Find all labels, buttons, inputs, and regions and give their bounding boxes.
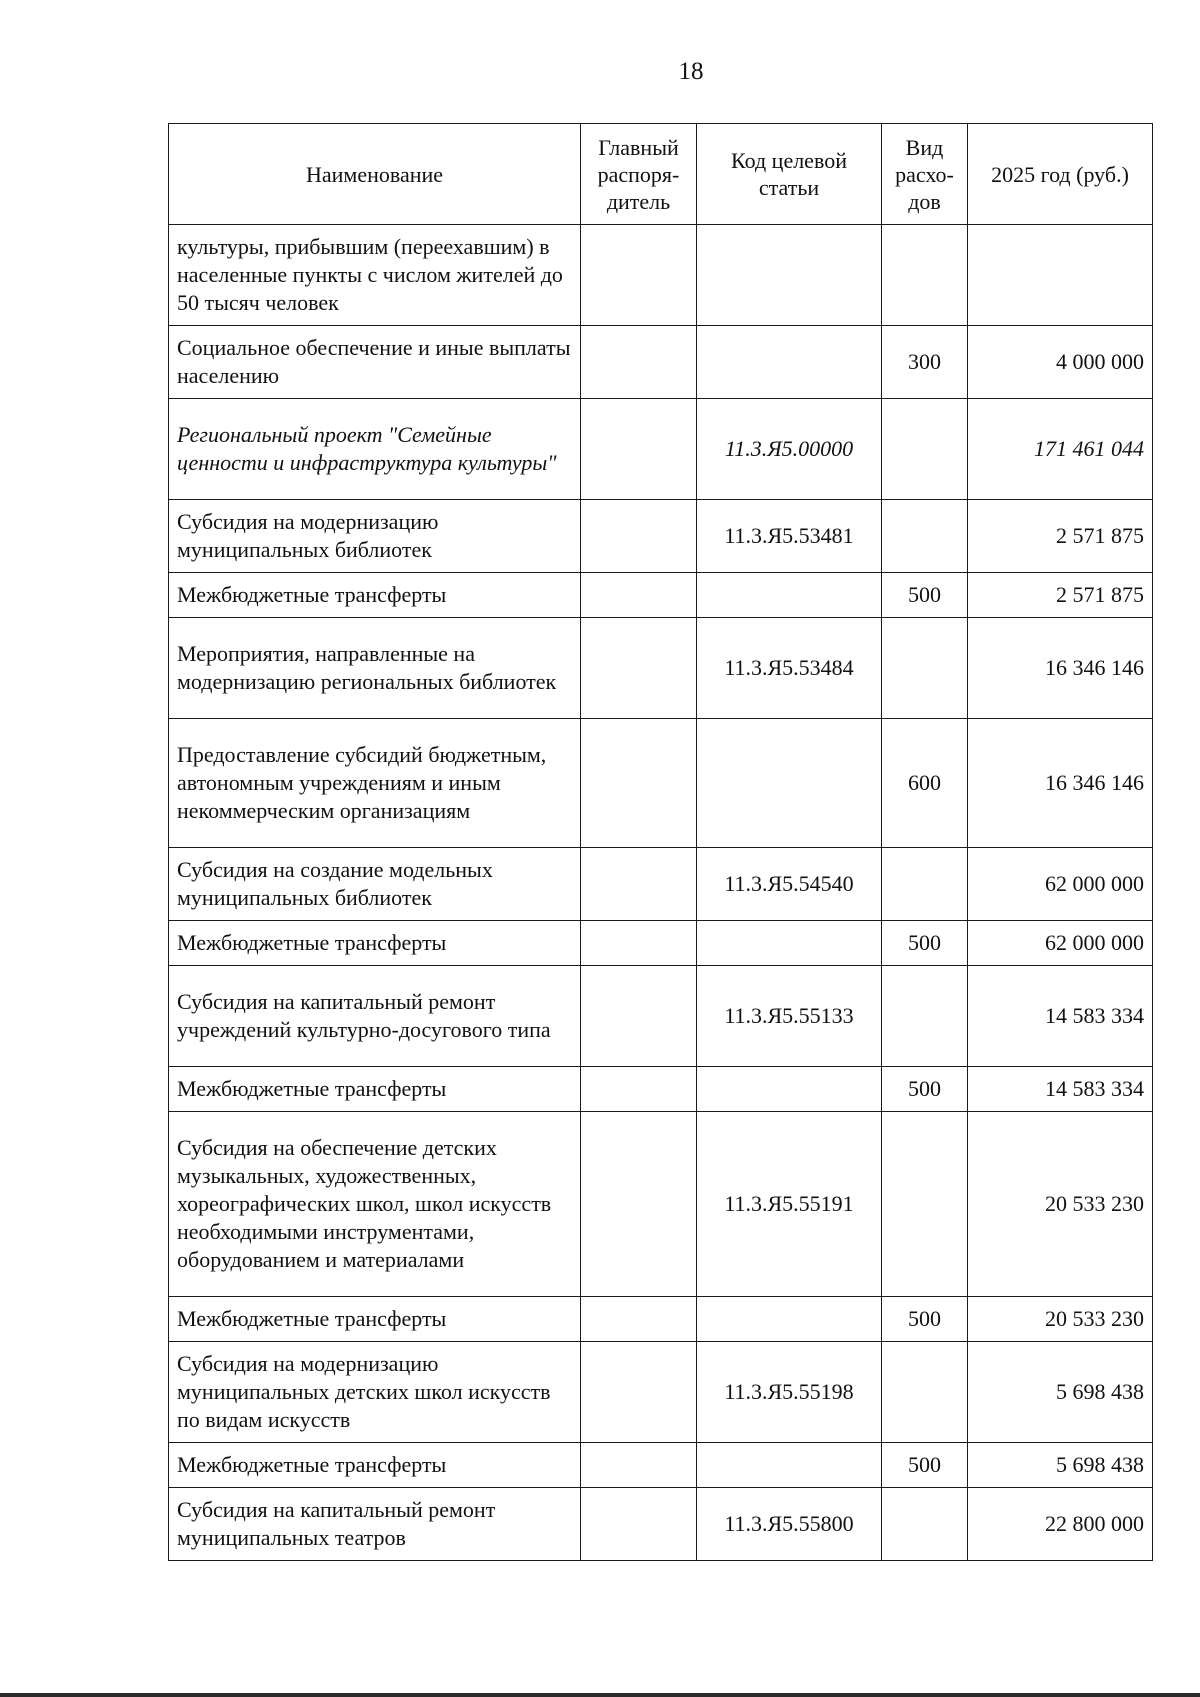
cell-name: Субсидия на модернизацию муниципальных детских школ искусств по видам искусств bbox=[169, 1342, 581, 1443]
cell-name: Предоставление субсидий бюджетным, автономным учреждениям и иным некоммерческим организациям bbox=[169, 719, 581, 848]
cell-name: Межбюджетные трансферты bbox=[169, 1297, 581, 1342]
cell-amount: 5 698 438 bbox=[968, 1342, 1153, 1443]
cell-code: 11.3.Я5.55191 bbox=[697, 1112, 882, 1297]
cell-name: Социальное обеспечение и иные выплаты населению bbox=[169, 326, 581, 399]
cell-name: Субсидия на создание модельных муниципальных библиотек bbox=[169, 848, 581, 921]
cell-amount: 5 698 438 bbox=[968, 1443, 1153, 1488]
table-row bbox=[169, 1067, 1153, 1112]
cell-manager bbox=[581, 1297, 697, 1342]
cell-amount: 2 571 875 bbox=[968, 500, 1153, 573]
cell-manager bbox=[581, 848, 697, 921]
table-header-row bbox=[169, 124, 1153, 225]
cell-amount: 2 571 875 bbox=[968, 573, 1153, 618]
cell-manager bbox=[581, 573, 697, 618]
cell-name: культуры, прибывшим (переехавшим) в населенные пункты с числом жителей до 50 тысяч человек bbox=[169, 225, 581, 326]
cell-code: 11.3.Я5.55198 bbox=[697, 1342, 882, 1443]
cell-name: Субсидия на обеспечение детских музыкальных, художественных, хореографических школ, школ искусств необходимыми инструментами, оборудованием и материалами bbox=[169, 1112, 581, 1297]
budget-table bbox=[168, 123, 1153, 1561]
cell-code bbox=[697, 573, 882, 618]
cell-name: Межбюджетные трансферты bbox=[169, 1443, 581, 1488]
table-row bbox=[169, 921, 1153, 966]
cell-kind bbox=[882, 1112, 968, 1297]
table-body bbox=[169, 225, 1153, 1561]
cell-amount: 4 000 000 bbox=[968, 326, 1153, 399]
cell-amount: 62 000 000 bbox=[968, 921, 1153, 966]
bottom-edge-rule bbox=[0, 1693, 1200, 1697]
cell-kind bbox=[882, 1342, 968, 1443]
cell-code: 11.3.Я5.00000 bbox=[697, 399, 882, 500]
cell-manager bbox=[581, 225, 697, 326]
table-row bbox=[169, 326, 1153, 399]
cell-manager bbox=[581, 966, 697, 1067]
table-row bbox=[169, 225, 1153, 326]
header-name: Наименование bbox=[169, 124, 581, 225]
cell-name: Межбюджетные трансферты bbox=[169, 921, 581, 966]
cell-code: 11.3.Я5.53481 bbox=[697, 500, 882, 573]
header-amount: 2025 год (руб.) bbox=[968, 124, 1153, 225]
cell-name: Субсидия на капитальный ремонт учреждений культурно-досугового типа bbox=[169, 966, 581, 1067]
table-row bbox=[169, 719, 1153, 848]
cell-kind bbox=[882, 848, 968, 921]
table-row bbox=[169, 500, 1153, 573]
cell-name: Межбюджетные трансферты bbox=[169, 1067, 581, 1112]
cell-code: 11.3.Я5.55800 bbox=[697, 1488, 882, 1561]
cell-amount: 22 800 000 bbox=[968, 1488, 1153, 1561]
cell-code: 11.3.Я5.53484 bbox=[697, 618, 882, 719]
cell-code bbox=[697, 1297, 882, 1342]
header-kind: Вид расхо-дов bbox=[882, 124, 968, 225]
cell-amount: 16 346 146 bbox=[968, 719, 1153, 848]
cell-code: 11.3.Я5.55133 bbox=[697, 966, 882, 1067]
cell-kind: 300 bbox=[882, 326, 968, 399]
cell-amount: 171 461 044 bbox=[968, 399, 1153, 500]
cell-amount: 20 533 230 bbox=[968, 1297, 1153, 1342]
cell-name: Субсидия на капитальный ремонт муниципальных театров bbox=[169, 1488, 581, 1561]
table-row bbox=[169, 1297, 1153, 1342]
cell-kind: 500 bbox=[882, 1443, 968, 1488]
cell-kind bbox=[882, 500, 968, 573]
cell-code bbox=[697, 1443, 882, 1488]
cell-name: Мероприятия, направленные на модернизацию региональных библиотек bbox=[169, 618, 581, 719]
header-manager: Главный распоря-дитель bbox=[581, 124, 697, 225]
cell-amount: 62 000 000 bbox=[968, 848, 1153, 921]
cell-code bbox=[697, 719, 882, 848]
cell-amount bbox=[968, 225, 1153, 326]
table-row bbox=[169, 618, 1153, 719]
cell-code bbox=[697, 1067, 882, 1112]
cell-amount: 14 583 334 bbox=[968, 1067, 1153, 1112]
cell-manager bbox=[581, 1112, 697, 1297]
table-row bbox=[169, 573, 1153, 618]
table-row bbox=[169, 1443, 1153, 1488]
cell-manager bbox=[581, 1488, 697, 1561]
cell-name: Межбюджетные трансферты bbox=[169, 573, 581, 618]
cell-manager bbox=[581, 399, 697, 500]
cell-manager bbox=[581, 921, 697, 966]
cell-amount: 14 583 334 bbox=[968, 966, 1153, 1067]
cell-code bbox=[697, 326, 882, 399]
cell-manager bbox=[581, 326, 697, 399]
cell-manager bbox=[581, 1067, 697, 1112]
cell-name: Региональный проект "Семейные ценности и инфраструктура культуры" bbox=[169, 399, 581, 500]
table-row bbox=[169, 399, 1153, 500]
table-row bbox=[169, 1488, 1153, 1561]
cell-code bbox=[697, 225, 882, 326]
cell-kind: 600 bbox=[882, 719, 968, 848]
cell-kind bbox=[882, 966, 968, 1067]
cell-kind: 500 bbox=[882, 1297, 968, 1342]
cell-manager bbox=[581, 719, 697, 848]
cell-manager bbox=[581, 618, 697, 719]
table-row bbox=[169, 1112, 1153, 1297]
header-code: Код целевой статьи bbox=[697, 124, 882, 225]
cell-code: 11.3.Я5.54540 bbox=[697, 848, 882, 921]
cell-manager bbox=[581, 1443, 697, 1488]
cell-kind bbox=[882, 618, 968, 719]
cell-kind: 500 bbox=[882, 1067, 968, 1112]
cell-name: Субсидия на модернизацию муниципальных библиотек bbox=[169, 500, 581, 573]
cell-kind: 500 bbox=[882, 573, 968, 618]
cell-kind bbox=[882, 1488, 968, 1561]
page-number: 18 bbox=[678, 58, 704, 85]
cell-kind bbox=[882, 399, 968, 500]
table-row bbox=[169, 848, 1153, 921]
cell-code bbox=[697, 921, 882, 966]
cell-manager bbox=[581, 1342, 697, 1443]
cell-manager bbox=[581, 500, 697, 573]
table-row bbox=[169, 966, 1153, 1067]
cell-amount: 16 346 146 bbox=[968, 618, 1153, 719]
cell-amount: 20 533 230 bbox=[968, 1112, 1153, 1297]
cell-kind bbox=[882, 225, 968, 326]
cell-kind: 500 bbox=[882, 921, 968, 966]
table-row bbox=[169, 1342, 1153, 1443]
